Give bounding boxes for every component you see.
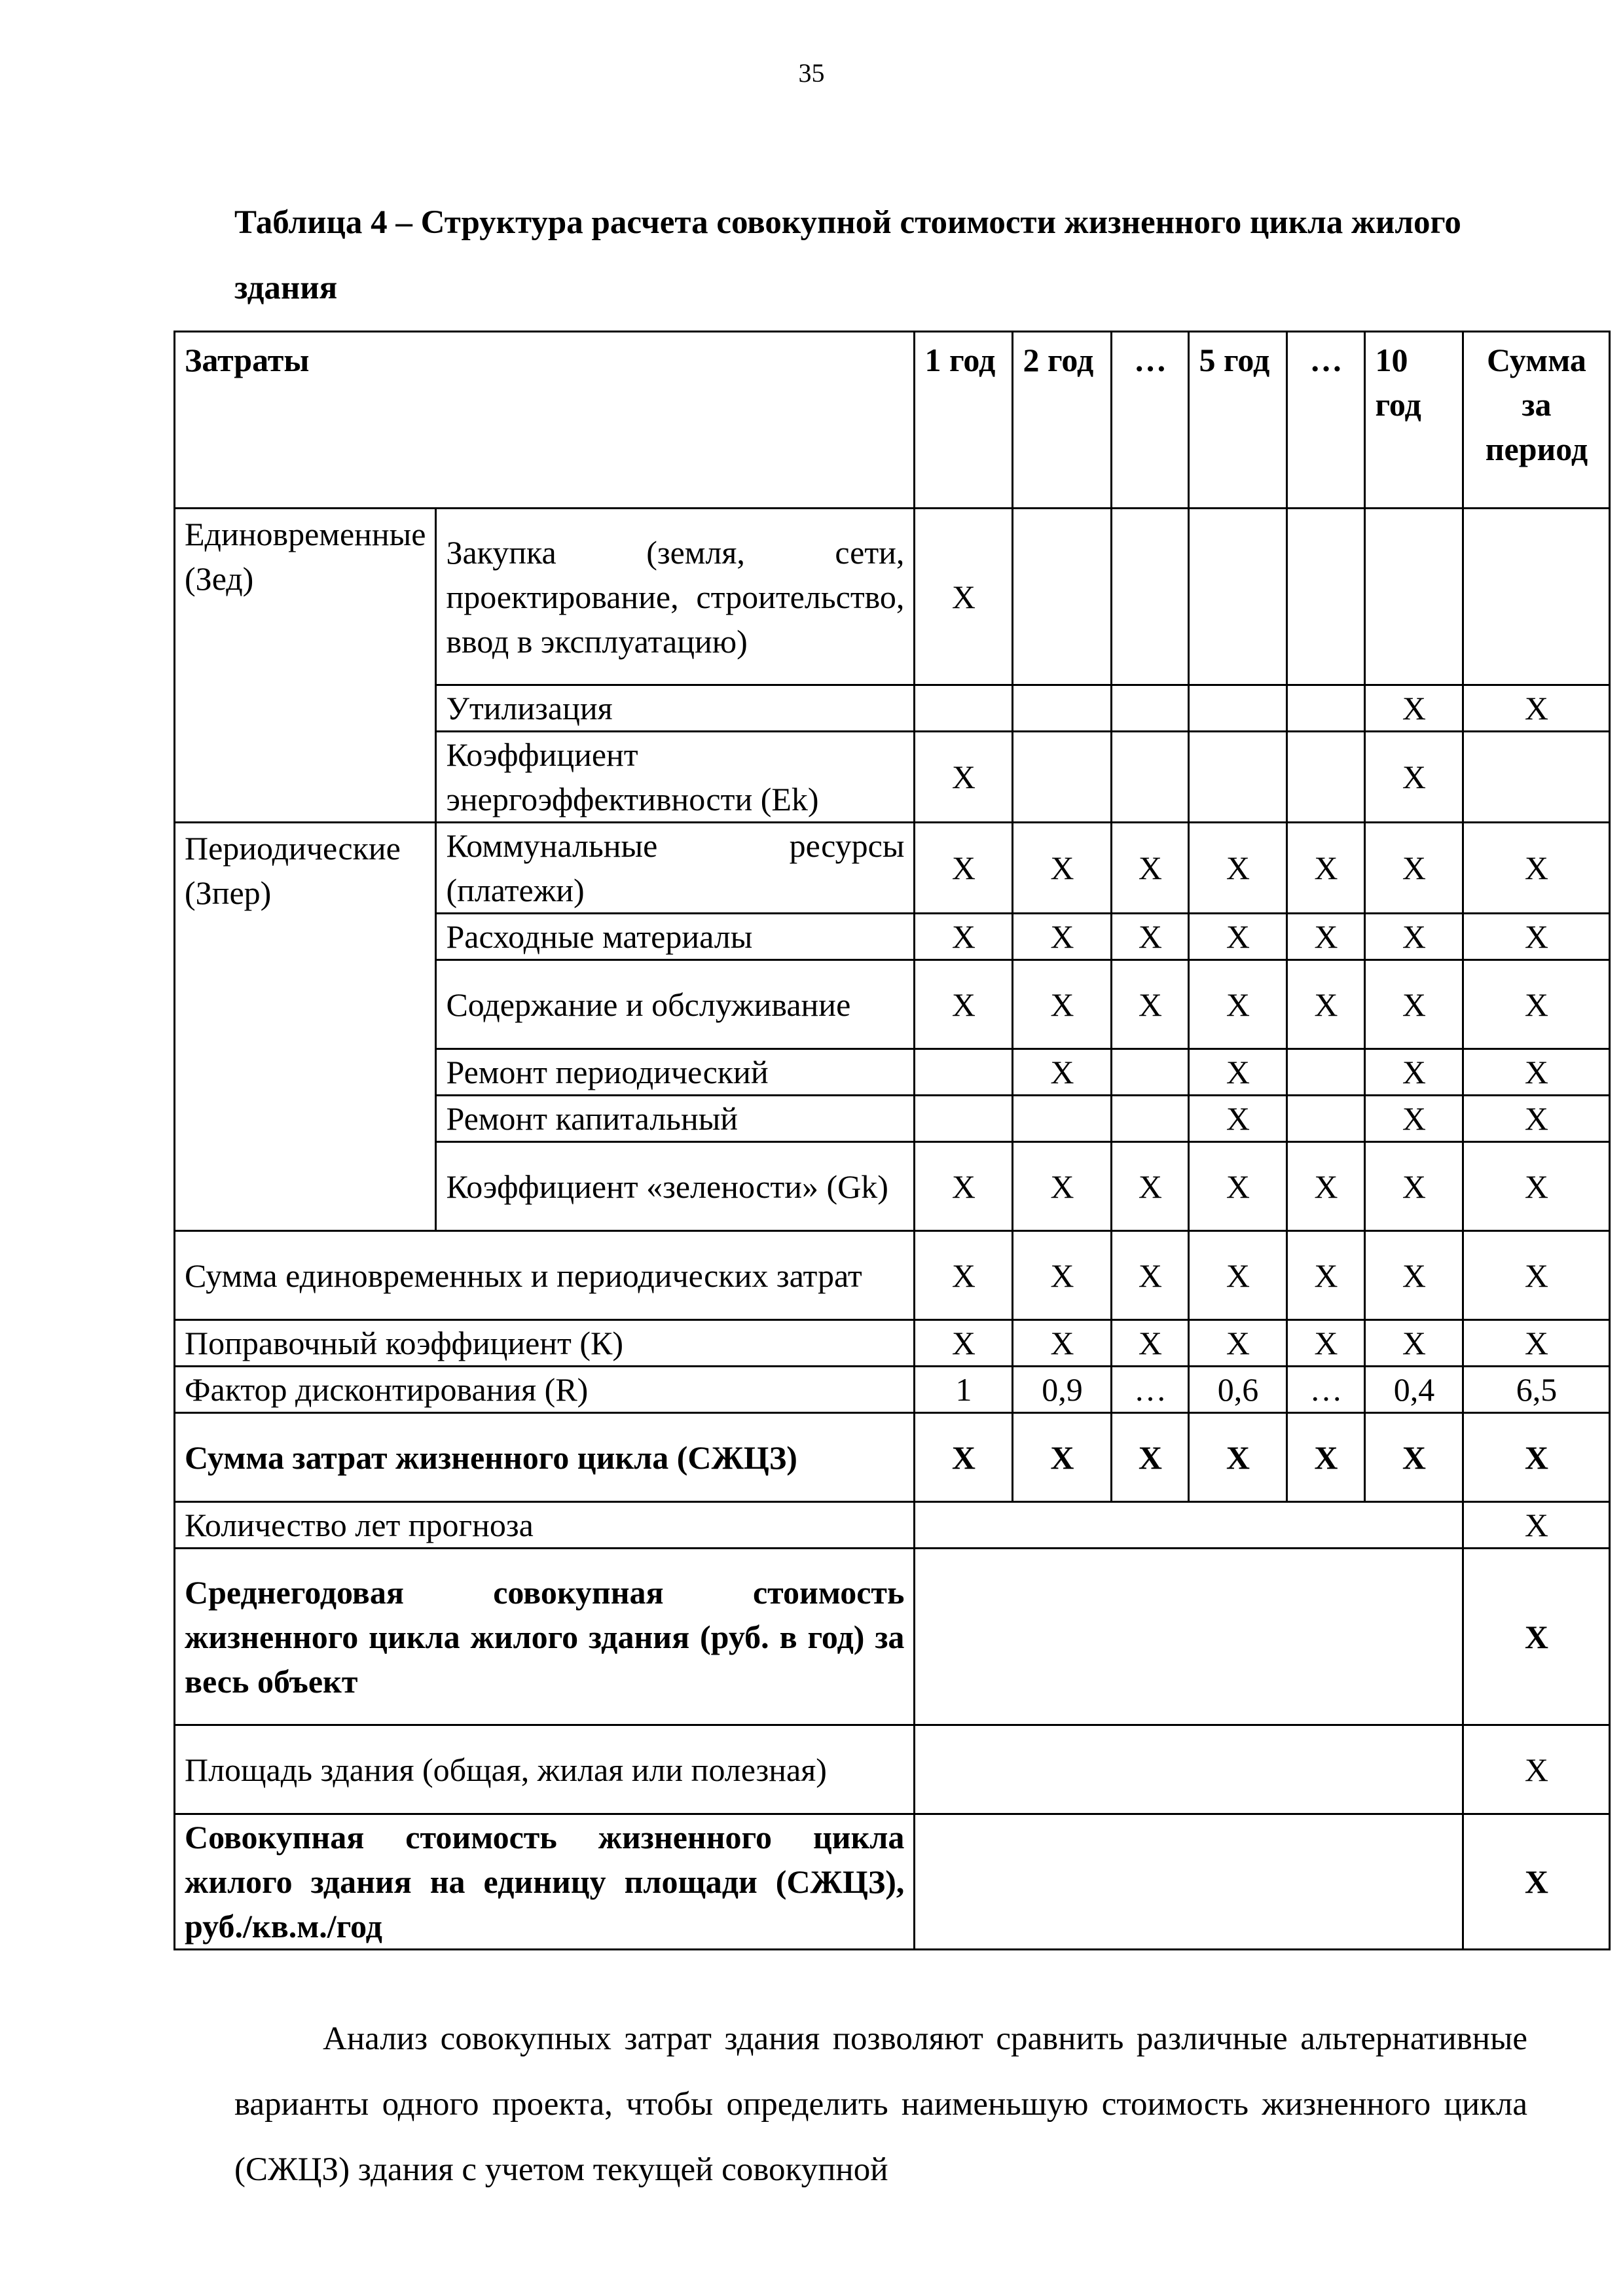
cell-y5: X	[1189, 914, 1287, 960]
cell-y10: X	[1365, 1320, 1463, 1367]
cell-y1: X	[915, 1413, 1013, 1502]
cell-d2: X	[1287, 960, 1365, 1049]
cell-d2: X	[1287, 1142, 1365, 1231]
header-period-sum: Сумма за период	[1463, 332, 1610, 509]
header-ellipsis-1: …	[1112, 332, 1189, 509]
cell-d1: X	[1112, 823, 1189, 914]
cell-d1	[1112, 1049, 1189, 1096]
cell-y2	[1013, 1096, 1112, 1142]
cell-d2: X	[1287, 1320, 1365, 1367]
cell-sum: X	[1463, 1502, 1610, 1549]
cell-y1: X	[915, 960, 1013, 1049]
row-label: Площадь здания (общая, жилая или полезная)	[175, 1725, 915, 1814]
cell-d1	[1112, 509, 1189, 685]
cell-y2	[1013, 732, 1112, 823]
row-label: Расходные материалы	[436, 914, 915, 960]
lifecycle-cost-table	[173, 331, 1611, 1950]
table-caption: Таблица 4 – Структура расчета совокупной стоимости жизненного цикла жилого здания	[234, 204, 1461, 306]
row-label: Коэффициент «зелености» (Gk)	[436, 1142, 915, 1231]
group-one-time: Единовременные (Зед)	[175, 509, 436, 823]
page-number: 35	[798, 58, 825, 88]
cell-y10: X	[1365, 1049, 1463, 1096]
cell-d1: X	[1112, 1413, 1189, 1502]
row-label: Сумма единовременных и периодических затрат	[175, 1231, 915, 1320]
cell-y10: X	[1365, 1096, 1463, 1142]
cell-sum: X	[1463, 1142, 1610, 1231]
row-label: Коэффициент энергоэффективности (Ek)	[436, 732, 915, 823]
row-label: Утилизация	[436, 685, 915, 732]
table-row	[175, 1502, 1610, 1549]
row-label: Количество лет прогноза	[175, 1502, 915, 1549]
cell-sum: X	[1463, 1231, 1610, 1320]
cell-sum: X	[1463, 1549, 1610, 1725]
cell-empty-span	[915, 1502, 1463, 1549]
cell-y5: X	[1189, 1320, 1287, 1367]
cell-y1: X	[915, 1142, 1013, 1231]
cell-sum: X	[1463, 1725, 1610, 1814]
cell-y5	[1189, 732, 1287, 823]
cell-d2: X	[1287, 1413, 1365, 1502]
cell-y10: X	[1365, 685, 1463, 732]
cell-y2	[1013, 509, 1112, 685]
cell-y10: 0,4	[1365, 1367, 1463, 1413]
row-label: Поправочный коэффициент (К)	[175, 1320, 915, 1367]
cell-sum: X	[1463, 685, 1610, 732]
row-label: Среднегодовая совокупная стоимость жизненного цикла жилого здания (руб. в год) за весь объект	[175, 1549, 915, 1725]
cell-empty-span	[915, 1549, 1463, 1725]
cell-y10: X	[1365, 960, 1463, 1049]
cell-y10: X	[1365, 1413, 1463, 1502]
header-costs: Затраты	[175, 332, 915, 509]
table-row	[175, 509, 1610, 685]
table-row	[175, 1413, 1610, 1502]
cell-y1: X	[915, 509, 1013, 685]
cell-y1: 1	[915, 1367, 1013, 1413]
cell-d1: …	[1112, 1367, 1189, 1413]
cell-y1: X	[915, 914, 1013, 960]
table-row	[175, 1231, 1610, 1320]
cell-y1: X	[915, 823, 1013, 914]
cell-y5: 0,6	[1189, 1367, 1287, 1413]
cell-y5: X	[1189, 1231, 1287, 1320]
cell-sum	[1463, 732, 1610, 823]
cell-y5: X	[1189, 1142, 1287, 1231]
cell-y1	[915, 1049, 1013, 1096]
cell-sum	[1463, 509, 1610, 685]
body-paragraph: Анализ совокупных затрат здания позволяют сравнить различные альтернативные варианты одного проекта, чтобы определить наименьшую стоимость жизненного цикла (СЖЦЗ) здания с учетом текущей совокупной	[234, 2020, 1527, 2188]
row-label: Ремонт капитальный	[436, 1096, 915, 1142]
cell-y10: X	[1365, 1231, 1463, 1320]
cell-y1: X	[915, 1231, 1013, 1320]
header-year-5: 5 год	[1189, 332, 1287, 509]
cell-y5	[1189, 509, 1287, 685]
cell-y5: X	[1189, 1096, 1287, 1142]
cell-y5: X	[1189, 1049, 1287, 1096]
row-label: Сумма затрат жизненного цикла (СЖЦЗ)	[175, 1413, 915, 1502]
cell-y5: X	[1189, 823, 1287, 914]
cell-y2: X	[1013, 1142, 1112, 1231]
cell-d1	[1112, 732, 1189, 823]
cell-d1: X	[1112, 914, 1189, 960]
cell-y1: X	[915, 732, 1013, 823]
cell-sum: X	[1463, 1814, 1610, 1950]
cell-y5: X	[1189, 1413, 1287, 1502]
cell-y2	[1013, 685, 1112, 732]
table-row	[175, 1725, 1610, 1814]
cell-sum: X	[1463, 1096, 1610, 1142]
row-label: Содержание и обслуживание	[436, 960, 915, 1049]
header-row	[175, 332, 1610, 509]
cell-d1	[1112, 1096, 1189, 1142]
cell-y10	[1365, 509, 1463, 685]
cell-d2	[1287, 509, 1365, 685]
header-year-2: 2 год	[1013, 332, 1112, 509]
cell-d2: X	[1287, 914, 1365, 960]
cell-d2	[1287, 685, 1365, 732]
cell-sum: X	[1463, 823, 1610, 914]
cell-y2: X	[1013, 823, 1112, 914]
row-label: Фактор дисконтирования (R)	[175, 1367, 915, 1413]
cell-sum: X	[1463, 960, 1610, 1049]
cell-y2: X	[1013, 1231, 1112, 1320]
cell-d2: …	[1287, 1367, 1365, 1413]
cell-d2: X	[1287, 1231, 1365, 1320]
row-label: Коммунальные ресурсы (платежи)	[436, 823, 915, 914]
cell-d1: X	[1112, 960, 1189, 1049]
cell-y5: X	[1189, 960, 1287, 1049]
cell-d2	[1287, 1049, 1365, 1096]
cell-d1: X	[1112, 1142, 1189, 1231]
header-year-1: 1 год	[915, 332, 1013, 509]
cell-sum: X	[1463, 1413, 1610, 1502]
cell-y10: X	[1365, 732, 1463, 823]
cell-y2: X	[1013, 914, 1112, 960]
cell-y1: X	[915, 1320, 1013, 1367]
cell-y2: X	[1013, 960, 1112, 1049]
cell-y1	[915, 685, 1013, 732]
cell-y2: X	[1013, 1320, 1112, 1367]
cell-d1: X	[1112, 1320, 1189, 1367]
cell-empty-span	[915, 1814, 1463, 1950]
header-ellipsis-2: …	[1287, 332, 1365, 509]
cell-y10: X	[1365, 1142, 1463, 1231]
cell-y2: X	[1013, 1413, 1112, 1502]
row-label: Ремонт периодический	[436, 1049, 915, 1096]
row-label: Закупка (земля, сети, проектирование, строительство, ввод в эксплуатацию)	[436, 509, 915, 685]
cell-sum: X	[1463, 1049, 1610, 1096]
table-row	[175, 1549, 1610, 1725]
cell-y1	[915, 1096, 1013, 1142]
cell-d2	[1287, 732, 1365, 823]
cell-sum: X	[1463, 914, 1610, 960]
table-row	[175, 1320, 1610, 1367]
cell-d1: X	[1112, 1231, 1189, 1320]
cell-d1	[1112, 685, 1189, 732]
cell-y10: X	[1365, 914, 1463, 960]
header-year-10: 10 год	[1365, 332, 1463, 509]
table-row	[175, 1367, 1610, 1413]
table-row	[175, 1814, 1610, 1950]
table-row	[175, 823, 1610, 914]
cell-y2: 0,9	[1013, 1367, 1112, 1413]
cell-sum: X	[1463, 1320, 1610, 1367]
cell-y2: X	[1013, 1049, 1112, 1096]
cell-sum: 6,5	[1463, 1367, 1610, 1413]
cell-empty-span	[915, 1725, 1463, 1814]
cell-y5	[1189, 685, 1287, 732]
cell-d2: X	[1287, 823, 1365, 914]
row-label: Совокупная стоимость жизненного цикла жилого здания на единицу площади (СЖЦЗ), руб./кв.м./год	[175, 1814, 915, 1950]
cell-y10: X	[1365, 823, 1463, 914]
cell-d2	[1287, 1096, 1365, 1142]
group-periodic: Периодические (Зпер)	[175, 823, 436, 1231]
